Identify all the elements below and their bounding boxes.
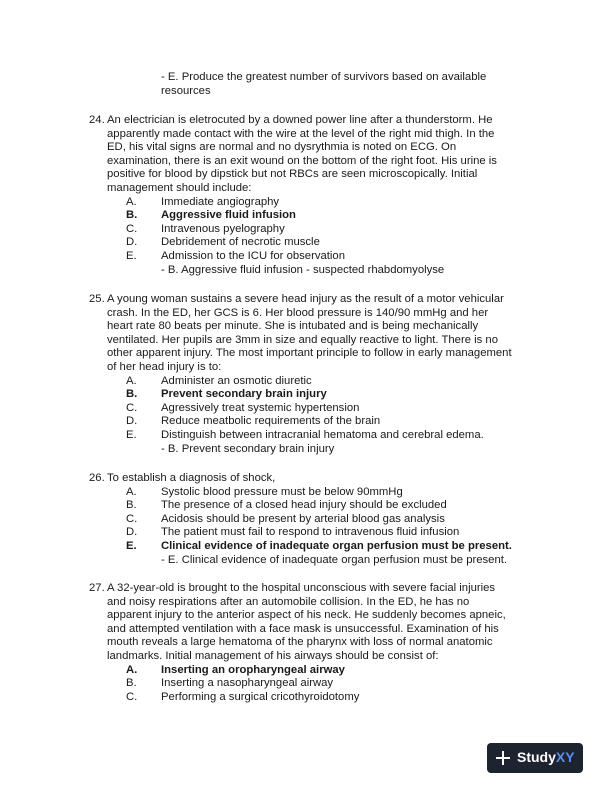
- answer-line: - E. Clinical evidence of inadequate organ perfusion must be present.: [161, 553, 508, 566]
- question-stem: [107, 582, 549, 664]
- option-text: Admission to the ICU for observation: [161, 249, 345, 262]
- option-a: [89, 664, 549, 678]
- stem-line: apparently made contact with the wire at the level of the right mid thigh. In the: [107, 127, 495, 140]
- option-c: [89, 402, 549, 416]
- option-text: Immediate angiography: [161, 195, 280, 208]
- option-c: [89, 513, 549, 527]
- option-text: Inserting an oropharyngeal airway: [161, 663, 345, 676]
- answer-line: - E. Produce the greatest number of survivors based on available: [161, 71, 487, 83]
- question-26: [89, 472, 549, 567]
- option-text: Debridement of necrotic muscle: [161, 236, 320, 249]
- option-letter: B.: [126, 388, 138, 401]
- option-text: The presence of a closed head injury should be excluded: [161, 499, 447, 512]
- option-text: Prevent secondary brain injury: [161, 388, 327, 401]
- stem-line: other apparent injury. The most important principle to follow in early management: [107, 347, 512, 360]
- option-text: The patient must fail to respond to intravenous fluid infusion: [161, 526, 460, 539]
- option-letter: D.: [126, 236, 138, 249]
- option-b: [89, 209, 549, 223]
- option-letter: A.: [126, 374, 137, 387]
- option-e: [89, 250, 549, 264]
- option-b: [89, 388, 549, 402]
- plus-icon: [495, 750, 511, 766]
- stem-line: apparent injury to the anterior aspect of his neck. He suddenly becomes apneic,: [107, 609, 506, 622]
- stem-line: A young woman sustains a severe head injury as the result of a motor vehicular: [107, 293, 504, 305]
- option-letter: B.: [126, 499, 137, 512]
- brand-name: Study: [517, 749, 556, 766]
- stem-line: positive for blood by dipstick but not RBCs are seen microscopically. Initial: [107, 168, 478, 181]
- option-d: [89, 415, 549, 429]
- option-text: Inserting a nasopharyngeal airway: [161, 677, 334, 690]
- option-c: [89, 223, 549, 237]
- option-text: Distinguish between intracranial hematoma and cerebral edema.: [161, 428, 484, 441]
- option-letter: C.: [126, 222, 138, 235]
- answer-line: - B. Prevent secondary brain injury: [161, 442, 335, 455]
- stem-line: and noisy respirations after an automobile collision. In the ED, he has no: [107, 595, 470, 608]
- option-e: [89, 540, 549, 554]
- question-stem: [107, 114, 549, 196]
- option-text: Reduce meatbolic requirements of the brain: [161, 415, 381, 428]
- stem-line: management should include:: [107, 181, 252, 194]
- option-text: Aggressive fluid infusion: [161, 209, 296, 222]
- question-number: 25.: [89, 293, 105, 305]
- option-a: [89, 196, 549, 210]
- option-letter: E.: [126, 249, 137, 262]
- option-letter: E.: [126, 539, 137, 552]
- stem-line: mouth reveals a large hematoma of the pharynx with loss of normal anatomic: [107, 636, 493, 649]
- option-letter: D.: [126, 415, 138, 428]
- studyxy-badge[interactable]: [487, 743, 583, 773]
- question-number: 24.: [89, 114, 105, 126]
- option-letter: C.: [126, 401, 138, 414]
- option-c: [89, 691, 549, 705]
- stem-line: crash. In the ED, her GCS is 6. Her blood pressure is 140/90 mmHg and her: [107, 306, 489, 319]
- stem-line: of her head injury is to:: [107, 360, 222, 373]
- stem-line: ED, his vital signs are normal and no dysrythmia is noted on ECG. On: [107, 141, 457, 154]
- stem-line: To establish a diagnosis of shock,: [107, 472, 276, 484]
- option-d: [89, 526, 549, 540]
- option-letter: E.: [126, 428, 137, 441]
- stem-line: and attempted ventilation with a face mask is unsuccessful. Examination of his: [107, 622, 499, 635]
- continued-answer: [161, 71, 551, 98]
- option-text: Acidosis should be present by arterial blood gas analysis: [161, 512, 445, 525]
- brand-accent: XY: [555, 749, 575, 766]
- answer-line: - B. Aggressive fluid infusion - suspected rhabdomyolyse: [161, 263, 445, 276]
- question-stem: [107, 472, 549, 486]
- question-number: 26.: [89, 472, 105, 484]
- option-text: Administer an osmotic diuretic: [161, 374, 312, 387]
- option-text: Systolic blood pressure must be below 90mmHg: [161, 485, 403, 498]
- option-text: Clinical evidence of inadequate organ perfusion must be present.: [161, 539, 512, 552]
- option-letter: C.: [126, 512, 138, 525]
- option-letter: A.: [126, 663, 138, 676]
- question-24: [89, 114, 549, 277]
- option-letter: D.: [126, 526, 138, 539]
- option-letter: A.: [126, 485, 137, 498]
- answer-line: resources: [161, 84, 211, 97]
- question-number: 27.: [89, 582, 105, 594]
- option-letter: B.: [126, 677, 137, 690]
- option-a: [89, 486, 549, 500]
- option-b: [89, 499, 549, 513]
- option-d: [89, 236, 549, 250]
- option-letter: B.: [126, 209, 138, 222]
- option-letter: A.: [126, 195, 137, 208]
- stem-line: An electrician is eletrocuted by a downed power line after a thunderstorm. He: [107, 114, 493, 126]
- question-25: [89, 293, 549, 456]
- stem-line: landmarks. Initial management of his airways should be consist of:: [107, 649, 439, 662]
- stem-line: heart rate 80 beats per minute. She is intubated and is being mechanically: [107, 320, 479, 333]
- question-stem: [107, 293, 549, 375]
- option-e: [89, 429, 549, 443]
- question-27: [89, 582, 549, 704]
- stem-line: examination, there is an exit wound on the bottom of the right foot. His urine is: [107, 154, 497, 167]
- stem-line: ventilated. Her pupils are 3mm in size and equally reactive to light. There is no: [107, 333, 498, 346]
- option-text: Intravenous pyelography: [161, 222, 285, 235]
- option-b: [89, 677, 549, 691]
- option-a: [89, 375, 549, 389]
- option-text: Agressively treat systemic hypertension: [161, 401, 360, 414]
- stem-line: A 32-year-old is brought to the hospital unconscious with severe facial injuries: [107, 582, 496, 594]
- option-letter: C.: [126, 690, 138, 703]
- option-text: Performing a surgical cricothyroidotomy: [161, 690, 360, 703]
